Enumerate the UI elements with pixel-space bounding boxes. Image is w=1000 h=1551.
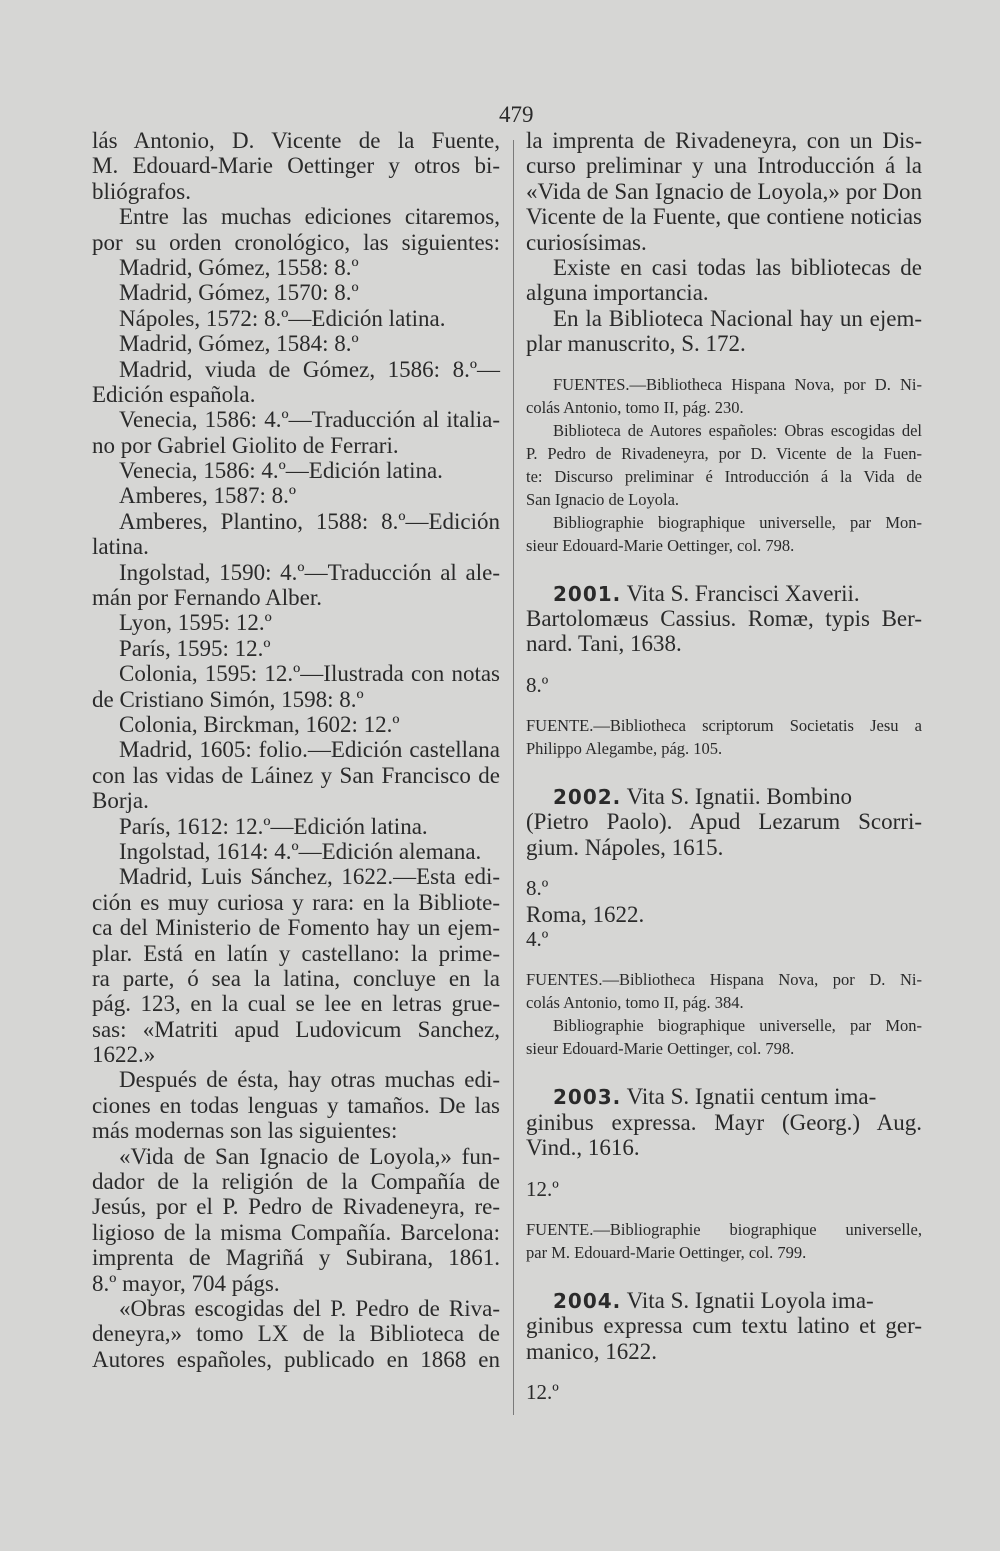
format-line: 12.º bbox=[526, 1176, 559, 1201]
text-line: Vicente de la Fuente, que contiene noticias bbox=[526, 204, 922, 230]
text-line: gium. Nápoles, 1615. bbox=[526, 834, 724, 860]
spacer bbox=[526, 557, 922, 581]
text-line: más modernas son las siguientes: bbox=[92, 1118, 398, 1144]
spacer bbox=[526, 357, 922, 373]
text-line: sas: «Matriti apud Ludovicum Sanchez, bbox=[92, 1016, 500, 1042]
text-line: 1622.» bbox=[92, 1042, 156, 1068]
entry-2002-heading: 2002. Vita S. Ignatii. Bombino bbox=[553, 784, 853, 810]
source-note-line: P. Pedro de Rivadeneyra, por D. Vicente de la Fuen- bbox=[526, 443, 922, 463]
text-line: ginibus expressa cum textu latino et ger- bbox=[526, 1313, 922, 1339]
text-line: Ingolstad, 1590: 4.º—Traducción al ale- bbox=[119, 559, 500, 585]
spacer bbox=[526, 1202, 922, 1218]
text-line: Roma, 1622. bbox=[526, 901, 645, 927]
entry-2003-heading: 2003. Vita S. Ignatii centum ima- bbox=[553, 1084, 877, 1110]
text-line: Existe en casi todas las bibliotecas de bbox=[553, 254, 922, 280]
entry-number: 2002. bbox=[553, 785, 622, 810]
text-line: pág. 123, en la cual se lee en letras grue- bbox=[92, 991, 500, 1017]
text-line: latina. bbox=[92, 534, 149, 560]
text-line: Vind., 1616. bbox=[526, 1135, 640, 1161]
text-line: lás Antonio, D. Vicente de la Fuente, bbox=[92, 128, 500, 153]
format-line: 8.º bbox=[526, 876, 549, 901]
text-line: plar. Está en latín y castellano: la prime- bbox=[92, 940, 500, 966]
spacer bbox=[526, 1060, 922, 1084]
text-line: ciones en todas lenguas y tamaños. De las bbox=[92, 1092, 500, 1118]
text-line: Colonia, 1595: 12.º—Ilustrada con notas bbox=[119, 661, 500, 687]
text-line: plar manuscrito, S. 172. bbox=[526, 331, 746, 357]
text-line: dador de la religión de la Compañía de bbox=[92, 1169, 500, 1195]
text-line: Ingolstad, 1614: 4.º—Edición alemana. bbox=[119, 838, 482, 864]
text-line: En la Biblioteca Nacional hay un ejem- bbox=[553, 305, 922, 331]
text-line: Amberes, Plantino, 1588: 8.º—Edición bbox=[119, 508, 500, 534]
source-note-line: sieur Edouard-Marie Oettinger, col. 798. bbox=[526, 1039, 795, 1059]
text-line: Nápoles, 1572: 8.º—Edición latina. bbox=[119, 305, 446, 331]
text-line: París, 1595: 12.º bbox=[119, 635, 271, 661]
spacer bbox=[526, 1264, 922, 1288]
text-line: deneyra,» tomo LX de la Biblioteca de bbox=[92, 1321, 500, 1347]
text-line: ca del Ministerio de Fomento hay un ejem- bbox=[92, 915, 500, 941]
text-line: Después de ésta, hay otras muchas edi- bbox=[119, 1067, 500, 1093]
text-line: «Obras escogidas del P. Pedro de Riva- bbox=[119, 1295, 500, 1321]
spacer bbox=[526, 1364, 922, 1380]
text-line: M. Edouard-Marie Oettinger y otros bi- bbox=[92, 153, 500, 179]
text-line: Madrid, viuda de Gómez, 1586: 8.º— bbox=[119, 356, 500, 382]
text-line: curso preliminar y una Introducción á la bbox=[526, 153, 922, 179]
source-note-line: sieur Edouard-Marie Oettinger, col. 798. bbox=[526, 535, 795, 555]
source-note-line: Biblioteca de Autores españoles: Obras escogidas del bbox=[553, 420, 922, 440]
text-line: Autores españoles, publicado en 1868 en bbox=[92, 1346, 500, 1372]
text-line: París, 1612: 12.º—Edición latina. bbox=[119, 813, 428, 839]
text-line: bliógrafos. bbox=[92, 178, 192, 204]
spacer bbox=[526, 952, 922, 968]
text-line: (Pietro Paolo). Apud Lezarum Scorri- bbox=[526, 809, 922, 835]
text-line: ginibus expressa. Mayr (Georg.) Aug. bbox=[526, 1109, 922, 1135]
text-line: Borja. bbox=[92, 788, 149, 814]
spacer bbox=[526, 860, 922, 876]
text-line: imprenta de Magriñá y Subirana, 1861. bbox=[92, 1245, 500, 1271]
column-divider bbox=[513, 140, 514, 1415]
text-line: por su orden cronológico, las siguientes: bbox=[92, 229, 500, 255]
source-note-line: FUENTES.—Bibliotheca Hispana Nova, por D. Ni- bbox=[553, 374, 922, 394]
text-line: Madrid, Gómez, 1584: 8.º bbox=[119, 331, 359, 357]
text-line: «Vida de San Ignacio de Loyola,» por Don bbox=[526, 178, 922, 204]
spacer bbox=[526, 698, 922, 714]
source-note-line: FUENTE.—Bibliotheca scriptorum Societatis Jesu a bbox=[526, 716, 922, 736]
text-line: la imprenta de Rivadeneyra, con un Dis- bbox=[526, 128, 922, 153]
text-line: manico, 1622. bbox=[526, 1338, 657, 1364]
text-line: Madrid, Luis Sánchez, 1622.—Esta edi- bbox=[119, 864, 500, 890]
source-note-line: te: Discurso preliminar é Introducción á la Vida de bbox=[526, 466, 922, 486]
spacer bbox=[526, 657, 922, 673]
entry-number: 2004. bbox=[553, 1288, 622, 1313]
text-line: de Cristiano Simón, 1598: 8.º bbox=[92, 686, 364, 712]
format-line: 8.º bbox=[526, 672, 549, 697]
right-column bbox=[526, 128, 922, 1406]
text-line: Venecia, 1586: 4.º—Edición latina. bbox=[119, 458, 443, 484]
entry-number: 2003. bbox=[553, 1085, 622, 1110]
source-note-line: FUENTES.—Bibliotheca Hispana Nova, por D. Ni- bbox=[526, 970, 922, 990]
text-line: Amberes, 1587: 8.º bbox=[119, 483, 297, 509]
text-line: con las vidas de Láinez y San Francisco de bbox=[92, 762, 500, 788]
format-line: 4.º bbox=[526, 927, 549, 952]
text-line: Edición española. bbox=[92, 381, 256, 407]
source-note-line: Philippo Alegambe, pág. 105. bbox=[526, 739, 723, 759]
text-line: Lyon, 1595: 12.º bbox=[119, 610, 272, 636]
source-note-line: colás Antonio, tomo II, pág. 230. bbox=[526, 397, 744, 417]
text-line: nard. Tani, 1638. bbox=[526, 631, 682, 657]
text-line: Bartolomæus Cassius. Romæ, typis Ber- bbox=[526, 605, 922, 631]
entry-2001-heading: 2001. Vita S. Francisci Xaverii. bbox=[553, 580, 860, 606]
text-line: ción es muy curiosa y rara: en la Bibliote- bbox=[92, 889, 500, 915]
source-note-line: FUENTE.—Bibliographie biographique universelle, bbox=[526, 1219, 922, 1239]
entry-number: 2001. bbox=[553, 581, 622, 606]
source-note-line: colás Antonio, tomo II, pág. 384. bbox=[526, 993, 744, 1013]
text-line: Entre las muchas ediciones citaremos, bbox=[119, 204, 500, 230]
text-line: ligioso de la misma Compañía. Barcelona: bbox=[92, 1219, 500, 1245]
text-line: curiosísimas. bbox=[526, 229, 647, 255]
left-column bbox=[92, 128, 500, 1372]
entry-2004-heading: 2004. Vita S. Ignatii Loyola ima- bbox=[553, 1287, 874, 1313]
text-line: Madrid, Gómez, 1558: 8.º bbox=[119, 254, 359, 280]
text-line: Madrid, Gómez, 1570: 8.º bbox=[119, 280, 359, 306]
text-line: Madrid, 1605: folio.—Edición castellana bbox=[119, 737, 500, 763]
page-number: 479 bbox=[499, 102, 534, 127]
text-line: ra parte, ó sea la latina, concluye en la bbox=[92, 965, 500, 991]
text-line: «Vida de San Ignacio de Loyola,» fun- bbox=[119, 1143, 500, 1169]
source-note-line: par M. Edouard-Marie Oettinger, col. 799. bbox=[526, 1242, 807, 1262]
text-line: alguna importancia. bbox=[526, 280, 709, 306]
format-line: 12.º bbox=[526, 1380, 559, 1405]
text-line: Jesús, por el P. Pedro de Rivadeneyra, re- bbox=[92, 1194, 500, 1220]
text-line: mán por Fernando Alber. bbox=[92, 585, 322, 611]
text-line: no por Gabriel Giolito de Ferrari. bbox=[92, 432, 399, 458]
text-line: 8.º mayor, 704 págs. bbox=[92, 1270, 280, 1296]
spacer bbox=[526, 760, 922, 784]
source-note-line: San Ignacio de Loyola. bbox=[526, 489, 680, 509]
source-note-line: Bibliographie biographique universelle, par Mon- bbox=[553, 1016, 922, 1036]
spacer bbox=[526, 1161, 922, 1177]
text-line: Colonia, Birckman, 1602: 12.º bbox=[119, 711, 400, 737]
source-note-line: Bibliographie biographique universelle, par Mon- bbox=[553, 512, 922, 532]
text-line: Venecia, 1586: 4.º—Traducción al italia- bbox=[119, 407, 500, 433]
